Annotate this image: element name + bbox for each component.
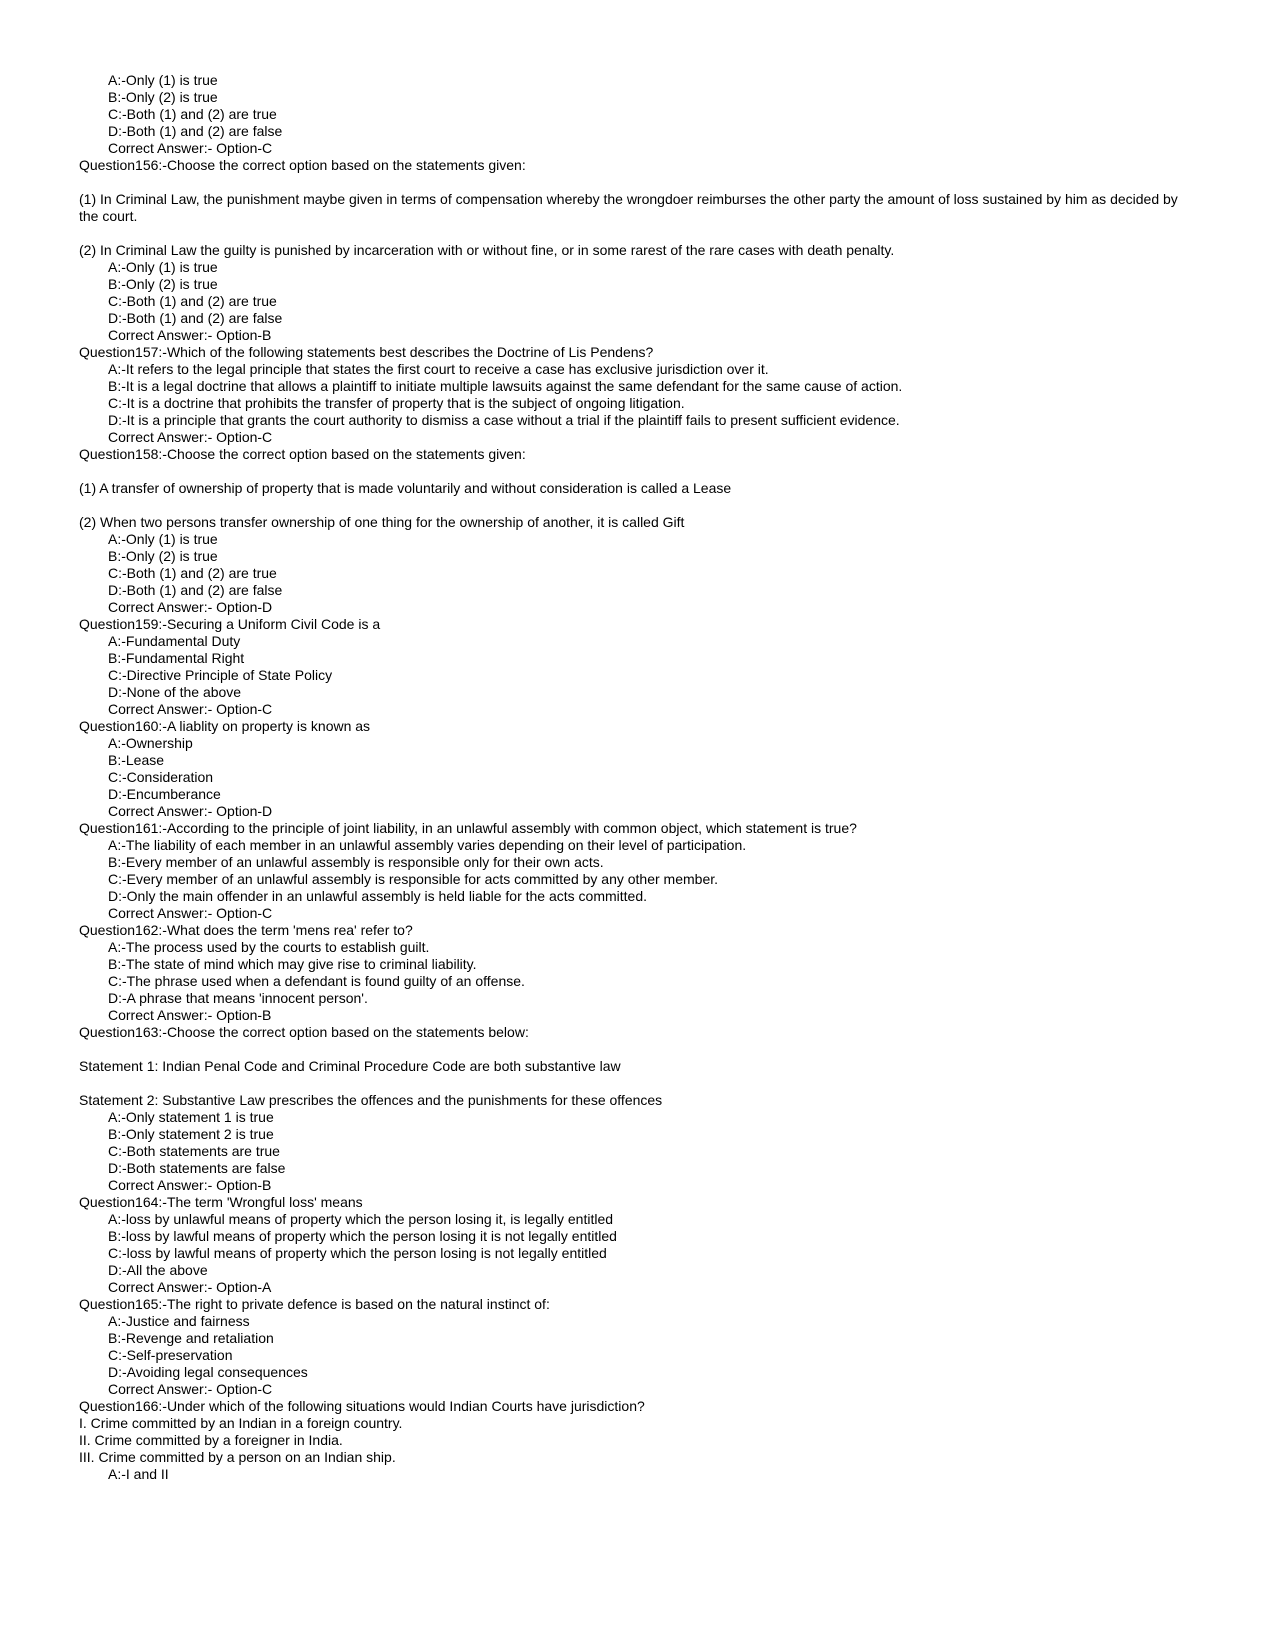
answer-option: B:-Only (2) is true <box>108 276 218 292</box>
answer-option: B:-Only (2) is true <box>108 89 218 105</box>
answer-option: B:-Revenge and retaliation <box>108 1330 274 1346</box>
answer-option: A:-Only statement 1 is true <box>108 1109 274 1125</box>
answer-option: D:-Both (1) and (2) are false <box>108 582 283 598</box>
answer-option: B:-Lease <box>108 752 165 768</box>
answer-option: A:-Justice and fairness <box>108 1313 250 1329</box>
list-item: I. Crime committed by an Indian in a foreign country. <box>79 1415 403 1431</box>
correct-answer: Correct Answer:- Option-B <box>108 1007 272 1023</box>
answer-option: C:-Directive Principle of State Policy <box>108 667 333 683</box>
question-text: Question160:-A liablity on property is known as <box>79 718 371 734</box>
correct-answer: Correct Answer:- Option-C <box>108 905 273 921</box>
question-text: Question165:-The right to private defence is based on the natural instinct of: <box>79 1296 550 1312</box>
question-text: Question162:-What does the term 'mens rea' refer to? <box>79 922 413 938</box>
answer-option: A:-Ownership <box>108 735 193 751</box>
list-item: III. Crime committed by a person on an Indian ship. <box>79 1449 396 1465</box>
answer-option: D:-None of the above <box>108 684 242 700</box>
answer-option: B:-Only statement 2 is true <box>108 1126 274 1142</box>
question-text: Question156:-Choose the correct option based on the statements given: <box>79 157 526 173</box>
document-lines <box>79 72 1196 1483</box>
answer-option: B:-It is a legal doctrine that allows a plaintiff to initiate multiple lawsuits against the same defendant for the same cause of action. <box>108 378 903 394</box>
correct-answer: Correct Answer:- Option-C <box>108 140 273 156</box>
answer-option: D:-Avoiding legal consequences <box>108 1364 308 1380</box>
answer-option: B:-Every member of an unlawful assembly is responsible only for their own acts. <box>108 854 604 870</box>
answer-option: D:-Both (1) and (2) are false <box>108 310 283 326</box>
question-text: Question166:-Under which of the following situations would Indian Courts have jurisdiction? <box>79 1398 645 1414</box>
answer-option: B:-Only (2) is true <box>108 548 218 564</box>
statement-text: (2) In Criminal Law the guilty is punished by incarceration with or without fine, or in some rarest of the rare cases with death penalty. <box>79 242 895 258</box>
question-text: Question158:-Choose the correct option based on the statements given: <box>79 446 526 462</box>
statement-text: (1) A transfer of ownership of property that is made voluntarily and without consideration is called a Lease <box>79 480 732 496</box>
list-item: II. Crime committed by a foreigner in India. <box>79 1432 343 1448</box>
correct-answer: Correct Answer:- Option-C <box>108 1381 273 1397</box>
answer-option: B:-The state of mind which may give rise to criminal liability. <box>108 956 477 972</box>
question-text: Question159:-Securing a Uniform Civil Code is a <box>79 616 381 632</box>
question-text: Question164:-The term 'Wrongful loss' means <box>79 1194 363 1210</box>
answer-option: A:-loss by unlawful means of property which the person losing it, is legally entitled <box>108 1211 614 1227</box>
answer-option: B:-loss by lawful means of property which the person losing it is not legally entitled <box>108 1228 617 1244</box>
answer-option: C:-Self-preservation <box>108 1347 233 1363</box>
answer-option: D:-Both (1) and (2) are false <box>108 123 283 139</box>
answer-option: A:-Fundamental Duty <box>108 633 241 649</box>
correct-answer: Correct Answer:- Option-B <box>108 327 272 343</box>
answer-option: C:-Consideration <box>108 769 214 785</box>
answer-option: D:-Only the main offender in an unlawful assembly is held liable for the acts committed. <box>108 888 647 904</box>
correct-answer: Correct Answer:- Option-C <box>108 701 273 717</box>
answer-option: C:-Both (1) and (2) are true <box>108 293 277 309</box>
answer-option: D:-Both statements are false <box>108 1160 286 1176</box>
correct-answer: Correct Answer:- Option-D <box>108 599 273 615</box>
answer-option: D:-A phrase that means 'innocent person'. <box>108 990 368 1006</box>
correct-answer: Correct Answer:- Option-B <box>108 1177 272 1193</box>
answer-option: D:-Encumberance <box>108 786 221 802</box>
statement-text: (2) When two persons transfer ownership of one thing for the ownership of another, it is called Gift <box>79 514 685 530</box>
answer-option: A:-It refers to the legal principle that states the first court to receive a case has exclusive jurisdiction over it. <box>108 361 769 377</box>
answer-option: A:-Only (1) is true <box>108 72 218 88</box>
statement-text: Statement 1: Indian Penal Code and Criminal Procedure Code are both substantive law <box>79 1058 621 1074</box>
answer-option: A:-Only (1) is true <box>108 259 218 275</box>
answer-option: A:-I and II <box>108 1466 169 1482</box>
answer-option: A:-The process used by the courts to establish guilt. <box>108 939 430 955</box>
answer-option: A:-Only (1) is true <box>108 531 218 547</box>
answer-option: C:-Both statements are true <box>108 1143 280 1159</box>
correct-answer: Correct Answer:- Option-A <box>108 1279 272 1295</box>
answer-option: B:-Fundamental Right <box>108 650 245 666</box>
answer-option: C:-Both (1) and (2) are true <box>108 106 277 122</box>
statement-text: Statement 2: Substantive Law prescribes the offences and the punishments for these offences <box>79 1092 663 1108</box>
correct-answer: Correct Answer:- Option-D <box>108 803 273 819</box>
answer-option: D:-It is a principle that grants the court authority to dismiss a case without a trial if the plaintiff fails to present sufficient evidence. <box>108 412 900 428</box>
answer-option: A:-The liability of each member in an unlawful assembly varies depending on their level of participation. <box>108 837 747 853</box>
answer-option: C:-Both (1) and (2) are true <box>108 565 277 581</box>
statement-text: (1) In Criminal Law, the punishment maybe given in terms of compensation whereby the wrongdoer reimburses the other party the amount of loss sustained by him as decided by the court. <box>79 191 1178 224</box>
answer-option: C:-It is a doctrine that prohibits the transfer of property that is the subject of ongoing litigation. <box>108 395 685 411</box>
answer-option: C:-The phrase used when a defendant is found guilty of an offense. <box>108 973 525 989</box>
answer-option: C:-loss by lawful means of property which the person losing is not legally entitled <box>108 1245 607 1261</box>
question-text: Question161:-According to the principle of joint liability, in an unlawful assembly with common object, which statement is true? <box>79 820 857 836</box>
correct-answer: Correct Answer:- Option-C <box>108 429 273 445</box>
question-text: Question157:-Which of the following statements best describes the Doctrine of Lis Pendens? <box>79 344 654 360</box>
answer-option: D:-All the above <box>108 1262 208 1278</box>
question-text: Question163:-Choose the correct option based on the statements below: <box>79 1024 529 1040</box>
answer-option: C:-Every member of an unlawful assembly is responsible for acts committed by any other member. <box>108 871 719 887</box>
